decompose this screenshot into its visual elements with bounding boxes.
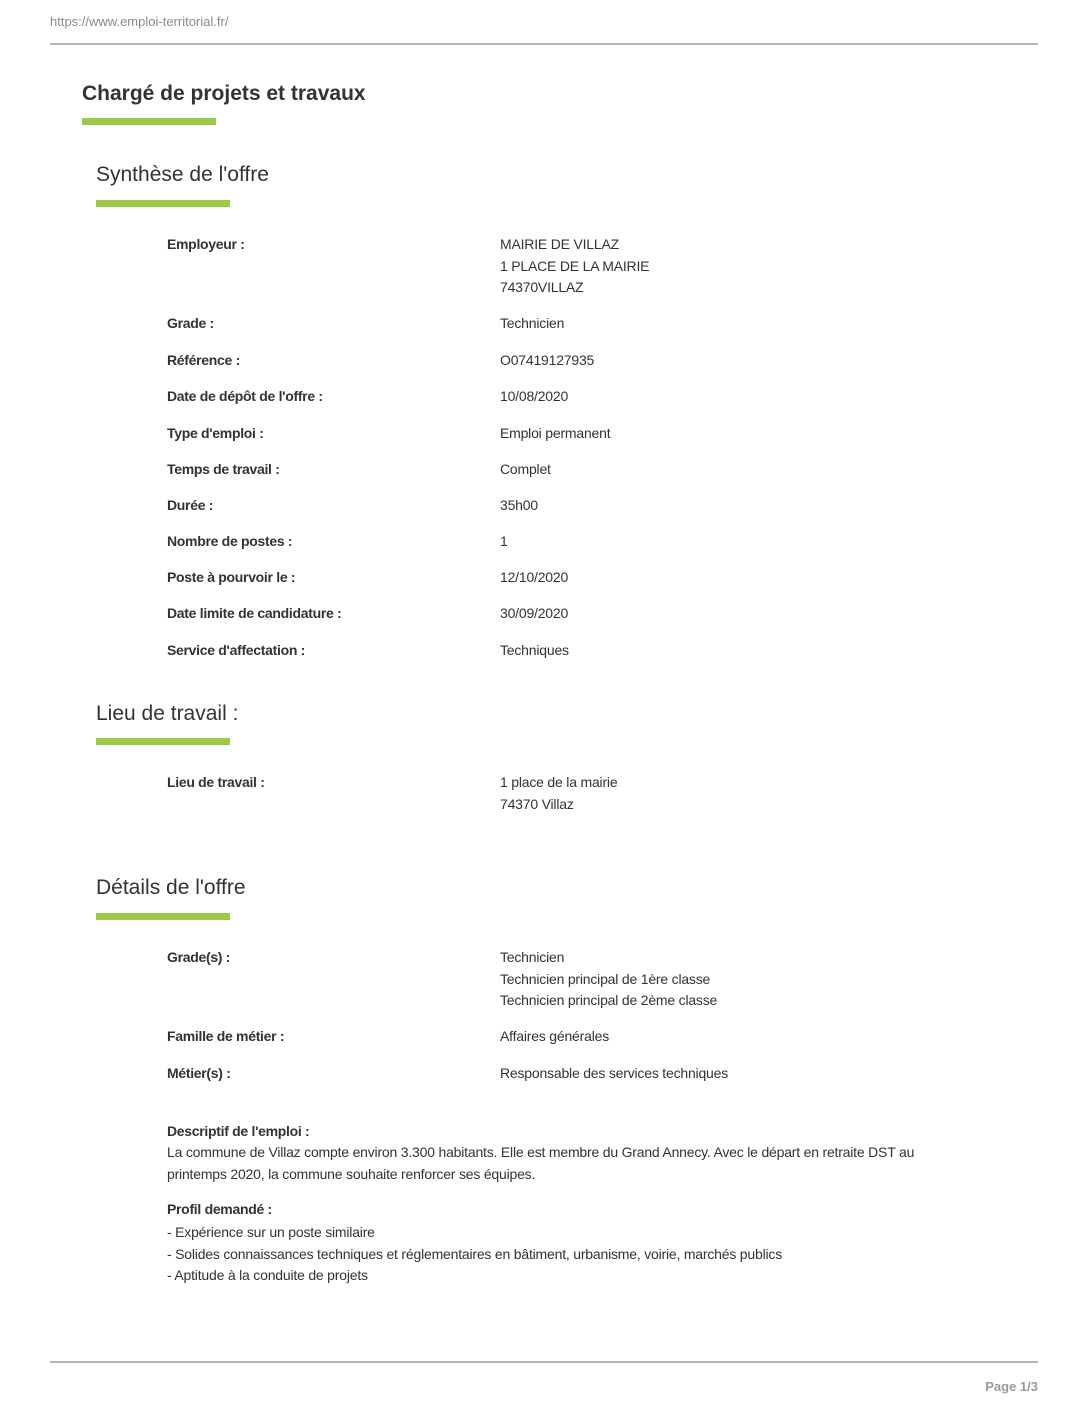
value-type-emploi: Emploi permanent (500, 425, 611, 441)
lieu-line: 74370 Villaz (500, 795, 574, 812)
label-service: Service d'affectation : (167, 642, 306, 658)
section-title-lieu: Lieu de travail : (96, 702, 239, 725)
descriptif-line: La commune de Villaz compte environ 3.300 habitants. Elle est membre du Grand Annecy. Avec le départ en retraite DST au (167, 1144, 915, 1160)
label-grade: Grade : (167, 315, 214, 331)
section-title-details: Détails de l'offre (96, 876, 246, 899)
profil-line: - Solides connaissances techniques et réglementaires en bâtiment, urbanisme, voirie, marchés publics (167, 1245, 782, 1262)
label-famille: Famille de métier : (167, 1028, 285, 1044)
title-underline (82, 118, 216, 125)
label-reference: Référence : (167, 352, 240, 368)
value-employeur (500, 234, 649, 299)
text-descriptif (167, 1142, 957, 1185)
section-underline (96, 738, 230, 745)
value-nombre-postes: 1 (500, 533, 508, 549)
label-profil: Profil demandé : (167, 1201, 272, 1217)
label-lieu: Lieu de travail : (167, 774, 265, 790)
label-duree: Durée : (167, 497, 214, 513)
profil-line: - Expérience sur un poste similaire (167, 1224, 375, 1240)
text-profil (167, 1222, 957, 1287)
value-grades (500, 947, 717, 1012)
top-divider (50, 43, 1038, 45)
lieu-line: 1 place de la mairie (500, 774, 618, 790)
label-employeur: Employeur : (167, 236, 245, 252)
label-metiers: Métier(s) : (167, 1065, 231, 1081)
page-url: https://www.emploi-territorial.fr/ (50, 14, 229, 29)
section-underline (96, 200, 230, 207)
label-descriptif: Descriptif de l'emploi : (167, 1123, 310, 1139)
label-nombre-postes: Nombre de postes : (167, 533, 293, 549)
label-type-emploi: Type d'emploi : (167, 425, 264, 441)
employeur-line: 74370VILLAZ (500, 279, 584, 295)
grade-line: Technicien (500, 949, 565, 965)
page-number: Page 1/3 (985, 1379, 1038, 1394)
label-grades: Grade(s) : (167, 949, 231, 965)
profil-line: - Aptitude à la conduite de projets (167, 1267, 368, 1283)
grade-line: Technicien principal de 2ème classe (500, 992, 718, 1008)
label-temps-travail: Temps de travail : (167, 461, 280, 477)
value-duree: 35h00 (500, 497, 538, 513)
label-date-limite: Date limite de candidature : (167, 605, 342, 621)
value-grade: Technicien (500, 315, 565, 331)
value-poste-pourvoir: 12/10/2020 (500, 569, 569, 585)
value-reference: O07419127935 (500, 352, 595, 368)
value-metiers: Responsable des services techniques (500, 1065, 729, 1081)
page-title: Chargé de projets et travaux (82, 82, 366, 105)
bottom-divider (50, 1361, 1038, 1363)
label-date-depot: Date de dépôt de l'offre : (167, 388, 323, 404)
section-title-synthese: Synthèse de l'offre (96, 163, 269, 186)
value-famille: Affaires générales (500, 1028, 609, 1044)
label-poste-pourvoir: Poste à pourvoir le : (167, 569, 296, 585)
employeur-line: MAIRIE DE VILLAZ (500, 236, 619, 252)
section-underline (96, 913, 230, 920)
employeur-line: 1 PLACE DE LA MAIRIE (500, 257, 650, 274)
value-date-limite: 30/09/2020 (500, 605, 569, 621)
value-temps-travail: Complet (500, 461, 551, 477)
grade-line: Technicien principal de 1ère classe (500, 970, 711, 987)
descriptif-line: printemps 2020, la commune souhaite renforcer ses équipes. (167, 1165, 536, 1182)
value-service: Techniques (500, 642, 569, 658)
value-lieu (500, 772, 617, 815)
value-date-depot: 10/08/2020 (500, 388, 569, 404)
